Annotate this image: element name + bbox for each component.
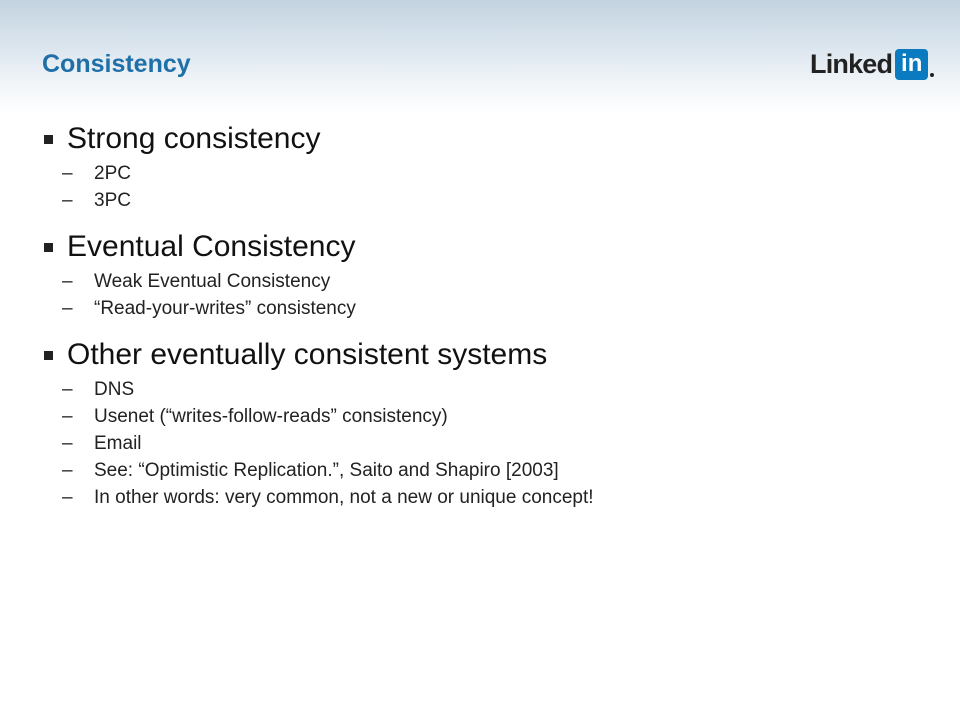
- square-bullet-icon: [44, 243, 53, 252]
- sub-item: [42, 268, 932, 295]
- dash-icon: –: [62, 189, 73, 211]
- sub-item: [42, 376, 932, 403]
- square-bullet-icon: [44, 351, 53, 360]
- slide-content: [42, 118, 932, 523]
- dash-icon: –: [62, 432, 73, 454]
- bullet: [42, 334, 932, 376]
- dash-icon: –: [62, 378, 73, 400]
- sub-item-text: 2PC: [94, 162, 131, 184]
- sub-item-text: DNS: [94, 378, 135, 400]
- bullet: [42, 118, 932, 160]
- sub-item: [42, 160, 932, 187]
- sub-item: [42, 457, 932, 484]
- dash-icon: –: [62, 270, 73, 292]
- sub-item: [42, 187, 932, 214]
- sub-item-text: In other words: very common, not a new or unique concept!: [94, 486, 594, 508]
- bullet-heading: Other eventually consistent systems: [67, 338, 548, 371]
- bullet-heading: Eventual Consistency: [67, 230, 356, 263]
- linkedin-logo: [810, 47, 934, 81]
- bullet: [42, 226, 932, 268]
- logo-in-box: in: [895, 49, 928, 80]
- square-bullet-icon: [44, 135, 53, 144]
- sub-item: [42, 484, 932, 511]
- section-strong-consistency: [42, 118, 932, 214]
- sub-item: [42, 295, 932, 322]
- section-eventual-consistency: [42, 226, 932, 322]
- dash-icon: –: [62, 486, 73, 508]
- bullet-heading: Strong consistency: [67, 122, 321, 155]
- dash-icon: –: [62, 405, 73, 427]
- dash-icon: –: [62, 297, 73, 319]
- sub-item: [42, 403, 932, 430]
- sub-item: [42, 430, 932, 457]
- sub-item-text: See: “Optimistic Replication.”, Saito and Shapiro [2003]: [94, 459, 559, 481]
- sub-item-text: Usenet (“writes-follow-reads” consistency): [94, 405, 448, 427]
- dash-icon: –: [62, 459, 73, 481]
- sub-item-text: Weak Eventual Consistency: [94, 270, 331, 292]
- sub-item-text: Email: [94, 432, 142, 454]
- sub-item-text: “Read-your-writes” consistency: [94, 297, 356, 319]
- slide-title: Consistency: [42, 50, 191, 78]
- sub-item-text: 3PC: [94, 189, 131, 211]
- logo-dot: [930, 73, 934, 77]
- dash-icon: –: [62, 162, 73, 184]
- section-other-systems: [42, 334, 932, 511]
- logo-text: Linked: [810, 48, 893, 79]
